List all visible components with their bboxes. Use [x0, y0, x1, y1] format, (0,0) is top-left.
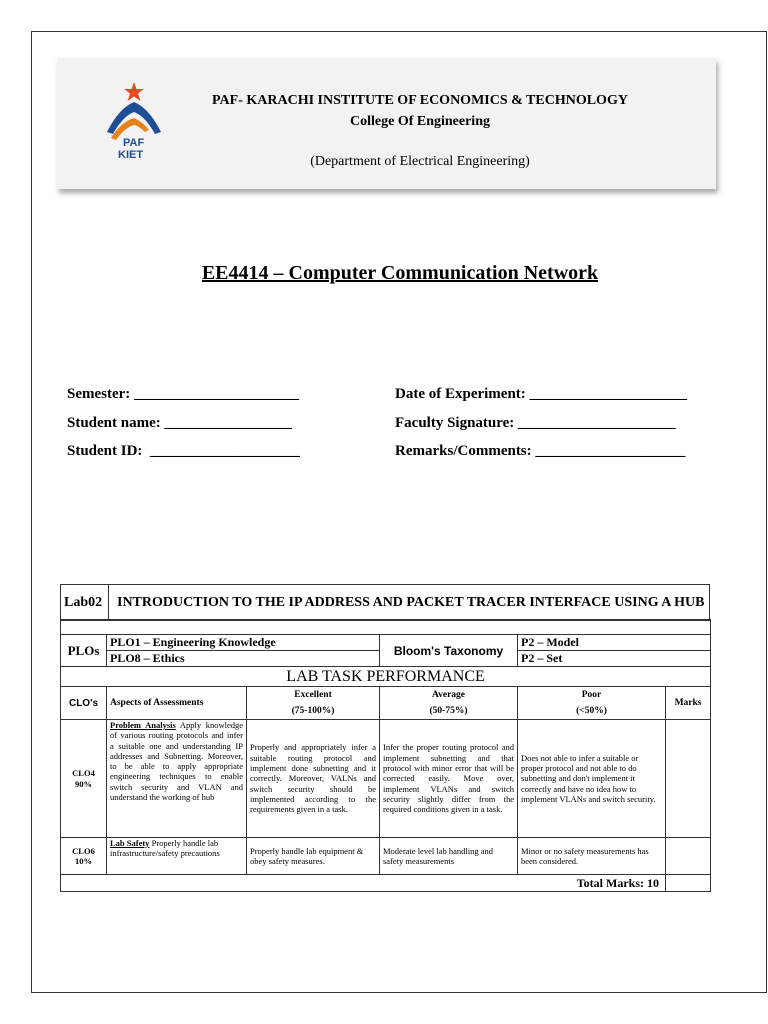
- poor-label: Poor: [581, 690, 602, 700]
- marks-cell: [666, 720, 711, 838]
- paf-kiet-logo: [97, 80, 172, 166]
- student-id-field: Student ID: ____________________: [67, 443, 300, 459]
- plo8: PLO8 – Ethics: [107, 651, 380, 667]
- clo-weight: 90%: [75, 778, 92, 789]
- poor-header: [518, 687, 666, 720]
- excellent-cell: Properly and appropriately infer a suitable routing protocol and implement done subnetting and it correctly. Moreover, VALNs and switch security should be implemented according to the requirements given in a task.: [247, 720, 380, 838]
- faculty-signature-field: Faculty Signature: _____________________: [395, 415, 676, 431]
- aspect-title: Lab Safety: [110, 838, 150, 848]
- p2-model: P2 – Model: [518, 635, 711, 651]
- clo-id: CLO4: [72, 768, 95, 779]
- lab-title: INTRODUCTION TO THE IP ADDRESS AND PACKET TRACER INTERFACE USING A HUB: [109, 585, 710, 621]
- poor-cell: Minor or no safety measurements has been considered.: [518, 838, 666, 875]
- plo1: PLO1 – Engineering Knowledge: [107, 635, 380, 651]
- blooms-taxonomy-label: Bloom's Taxonomy: [380, 635, 518, 667]
- poor-range: (<50%): [576, 706, 607, 716]
- logo-text-kiet: KIET: [118, 149, 144, 161]
- remarks-field: Remarks/Comments: ____________________: [395, 443, 686, 459]
- aspects-header: Aspects of Assessments: [107, 687, 247, 720]
- average-header: [380, 687, 518, 720]
- clo-cell: [61, 838, 107, 875]
- average-range: (50-75%): [429, 706, 468, 716]
- clo-id: CLO6: [72, 845, 95, 856]
- department-name: (Department of Electrical Engineering): [310, 154, 530, 169]
- aspect-cell: [107, 838, 247, 875]
- total-marks-cell: [666, 875, 711, 892]
- marks-cell: [666, 838, 711, 875]
- poor-cell: Does not able to infer a suitable or proper protocol and not able to do subnetting and don't implement it correctly and have no idea how to implement VLANs and switch security.: [518, 720, 666, 838]
- college-name: College Of Engineering: [350, 114, 490, 129]
- excellent-range: (75-100%): [291, 706, 335, 716]
- aspect-text: Properly handle lab infrastructure/safety precautions: [110, 838, 220, 859]
- student-name-field: Student name: _________________: [67, 415, 293, 431]
- excellent-cell: Properly handle lab equipment & obey safety measures.: [247, 838, 380, 875]
- institute-name: PAF- KARACHI INSTITUTE OF ECONOMICS & TECHNOLOGY: [212, 93, 628, 108]
- table-row: [61, 838, 711, 875]
- aspect-text: Apply knowledge of various routing protocols and infer a suitable one and understanding IP addresses and Subnetting. Moreover, to be able to apply appropriate engineering techniques to enable switch security and VLAN and understand the working of hub: [110, 720, 243, 803]
- lab-number: Lab02: [61, 585, 109, 621]
- logo-star: [124, 82, 144, 101]
- logo-text-paf: PAF: [123, 137, 145, 149]
- aspect-cell: [107, 720, 247, 838]
- clo-cell: [61, 720, 107, 838]
- total-marks: Total Marks: 10: [61, 875, 666, 892]
- aspect-title: Problem Analysis: [110, 720, 176, 730]
- table-row: [61, 720, 711, 838]
- lab-task-performance-title: LAB TASK PERFORMANCE: [61, 667, 711, 687]
- course-title-text: EE4414 – Computer Communication Network: [201, 262, 599, 284]
- p2-set: P2 – Set: [518, 651, 711, 667]
- marks-header: Marks: [666, 687, 711, 720]
- excellent-header: [247, 687, 380, 720]
- rubric-table: [60, 619, 711, 892]
- spacer-row: [61, 620, 711, 635]
- average-cell: Infer the proper routing protocol and implement subnetting and that protocol with minor error that will be corrected easily. Move over, implement VLANs and switch security slightly differ from the required conditions given in a task.: [380, 720, 518, 838]
- course-title: [0, 262, 768, 285]
- semester-field: Semester: ______________________: [67, 386, 300, 402]
- plos-label: PLOs: [61, 635, 107, 667]
- clo-weight: 10%: [75, 856, 92, 866]
- excellent-label: Excellent: [294, 690, 332, 700]
- clo-header: CLO's: [61, 687, 107, 720]
- date-of-experiment-field: Date of Experiment: _____________________: [395, 386, 688, 402]
- average-cell: Moderate level lab handling and safety measurements: [380, 838, 518, 875]
- lab-title-table: [60, 584, 710, 621]
- average-label: Average: [431, 690, 466, 700]
